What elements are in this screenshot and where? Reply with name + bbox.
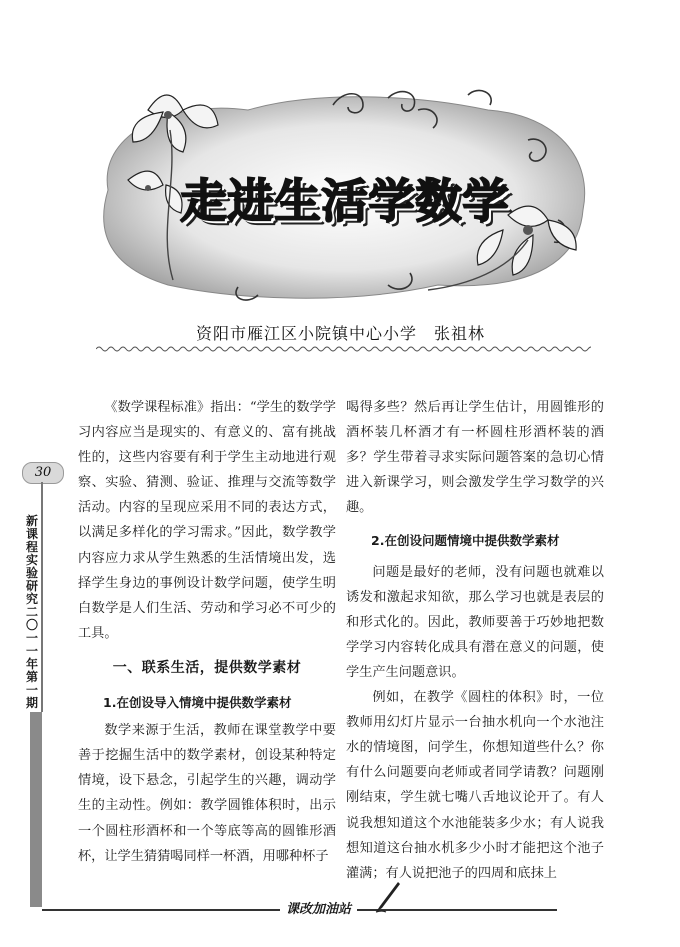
author-affiliation: 资阳市雁江区小院镇中心小学 张祖林 [196,324,486,343]
subsection-heading-2: 2.在创设问题情境中提供数学素材 [371,533,560,549]
body-paragraph: 数学来源于生活，教师在课堂教学中要善于挖掘生活中的数学素材，创设某种特定情境，设下悬念，引起学生的兴趣，调动学生的主动性。例如：教学圆锥体积时，出示一个圆柱形酒杯和一个等底等高的圆锥形酒杯，让学生猜猜喝同样一杯酒，用哪种杯子 [78,723,336,864]
intro-paragraph: 《数学课程标准》指出：“学生的数学学习内容应当是现实的、有意义的、富有挑战性的，这些内容要有利于学生主动地进行观察、实验、猜测、验证、推理与交流等数学活动。内容的呈现应采用不同的表达方式，以满足多样化的学习需求。”因此，数学教学内容应力求从学生熟悉的生活情境出发，选择学生身边的事例设计数学问题，使学生明白数学是人们生活、劳动和学习必不可少的工具。 [78,400,336,641]
body-paragraph: 问题是最好的老师，没有问题也就难以诱发和激起求知欲，那么学习也就是表层的和形式化的。因此，教师要善于巧妙地把数学学习内容转化成具有潜在意义的问题，使学生产生问题意识。 [346,564,604,680]
margin-rule [41,482,43,712]
left-column [78,395,336,869]
footer-column-name: 课改加油站 [280,898,357,917]
margin-gray-bar [30,712,42,907]
continued-paragraph: 喝得多些？然后再让学生估计，用圆锥形的酒杯装几杯酒才有一杯圆柱形酒杯装的酒多？学生带着寻求实际问题答案的急切心情进入新课学习，则会激发学生学习数学的兴趣。 [346,400,604,516]
wavy-divider [96,345,591,353]
body-paragraph: 例如，在教学《圆柱的体积》时，一位教师用幻灯片显示一台抽水机向一个水池注水的情境图，问学生，你想知道些什么？你有什么问题要向老师或者同学请教？问题刚刚结束，学生就七嘴八舌地议论开了。有人说我想知道这个水池能装多少水；有人说我想知道这台抽水机多少小时才能把这个池子灌满；有人说把池子的四周和底抹上 [346,690,604,881]
article-title: 走进生活学数学 [180,174,510,228]
subsection-heading-1: 1.在创设导入情境中提供数学素材 [103,695,292,711]
right-column [346,395,604,886]
pen-icon [372,880,402,914]
section-heading-1: 一、联系生活，提供数学素材 [112,659,302,676]
page-number: 30 [22,462,64,484]
journal-label: 新课程实验研究 二〇一一年第一期 [26,514,39,710]
